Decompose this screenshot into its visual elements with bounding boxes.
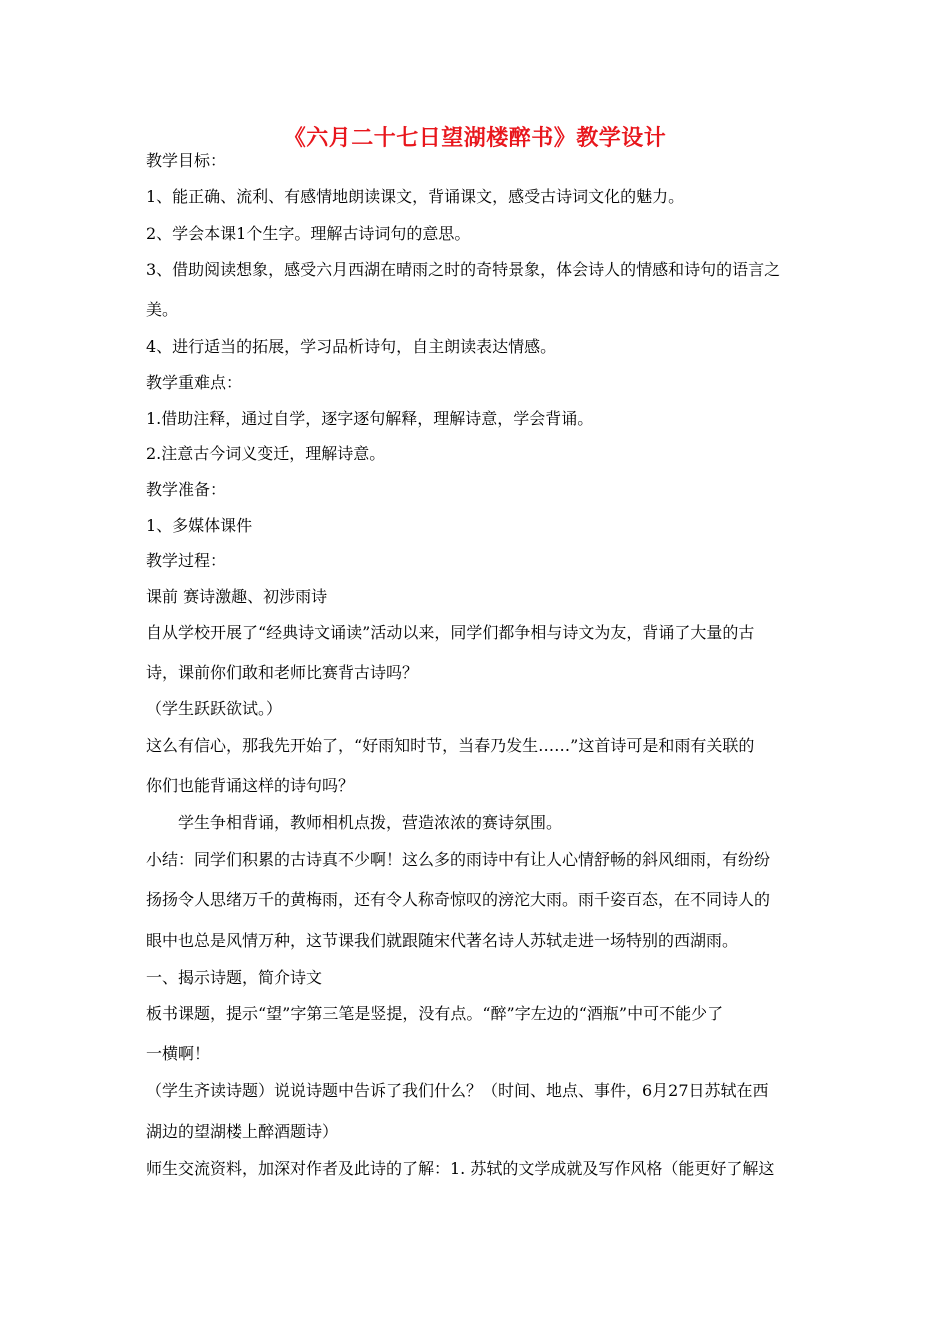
text-line: 自从学校开展了“经典诗文诵读”活动以来，同学们都争相与诗文为友，背诵了大量的古	[146, 623, 755, 642]
text-line: 眼中也总是风情万种，这节课我们就跟随宋代著名诗人苏轼走进一场特别的西湖雨。	[146, 931, 739, 950]
text-line: 板书课题，提示“望”字第三笔是竖提，没有点。“醉”字左边的“酒瓶”中可不能少了	[146, 1004, 724, 1023]
text-line: 诗，课前你们敢和老师比赛背古诗吗？	[146, 663, 419, 682]
text-line: 教学重难点：	[146, 373, 243, 392]
text-line: 2、学会本课1个生字。理解古诗词句的意思。	[146, 224, 471, 243]
text-line: 1.借助注释，通过自学，逐字逐句解释，理解诗意，学会背诵。	[146, 409, 594, 428]
text-line: 这么有信心，那我先开始了，“好雨知时节，当春乃发生……”这首诗可是和雨有关联的	[146, 736, 755, 755]
text-line: 1、能正确、流利、有感情地朗读课文，背诵课文，感受古诗词文化的魅力。	[146, 187, 685, 206]
document-title: 《六月二十七日望湖楼醉书》教学设计	[283, 125, 667, 151]
text-line: 美。	[146, 300, 179, 319]
text-line: 教学准备：	[146, 480, 227, 499]
text-line: 教学过程：	[146, 551, 227, 570]
text-line: 扬扬令人思绪万千的黄梅雨，还有令人称奇惊叹的滂沱大雨。雨千姿百态，在不同诗人的	[146, 890, 771, 909]
text-line: 1、多媒体课件	[146, 516, 253, 535]
text-line: （学生齐读诗题）说说诗题中告诉了我们什么？（时间、地点、事件，6月27日苏轼在西	[146, 1081, 769, 1100]
text-line: 你们也能背诵这样的诗句吗？	[146, 776, 355, 795]
text-line: 一、揭示诗题，简介诗文	[146, 968, 323, 987]
text-line: 一横啊！	[146, 1044, 211, 1063]
text-line: 4、进行适当的拓展，学习品析诗句，自主朗读表达情感。	[146, 337, 557, 356]
text-line: 2.注意古今词义变迁，理解诗意。	[146, 444, 386, 463]
text-line: 湖边的望湖楼上醉酒题诗）	[146, 1122, 339, 1141]
text-line: 小结：同学们积累的古诗真不少啊！这么多的雨诗中有让人心情舒畅的斜风细雨，有纷纷	[146, 850, 771, 869]
text-line: 师生交流资料，加深对作者及此诗的了解：1. 苏轼的文学成就及写作风格（能更好了解这	[146, 1159, 775, 1178]
text-line: （学生跃跃欲试。）	[146, 699, 283, 718]
text-line: 课前 赛诗激趣、初涉雨诗	[146, 587, 328, 606]
text-line: 3、借助阅读想象，感受六月西湖在晴雨之时的奇特景象，体会诗人的情感和诗句的语言之	[146, 260, 781, 279]
text-line: 教学目标：	[146, 151, 227, 170]
text-line: 学生争相背诵，教师相机点拨，营造浓浓的赛诗氛围。	[178, 813, 563, 832]
